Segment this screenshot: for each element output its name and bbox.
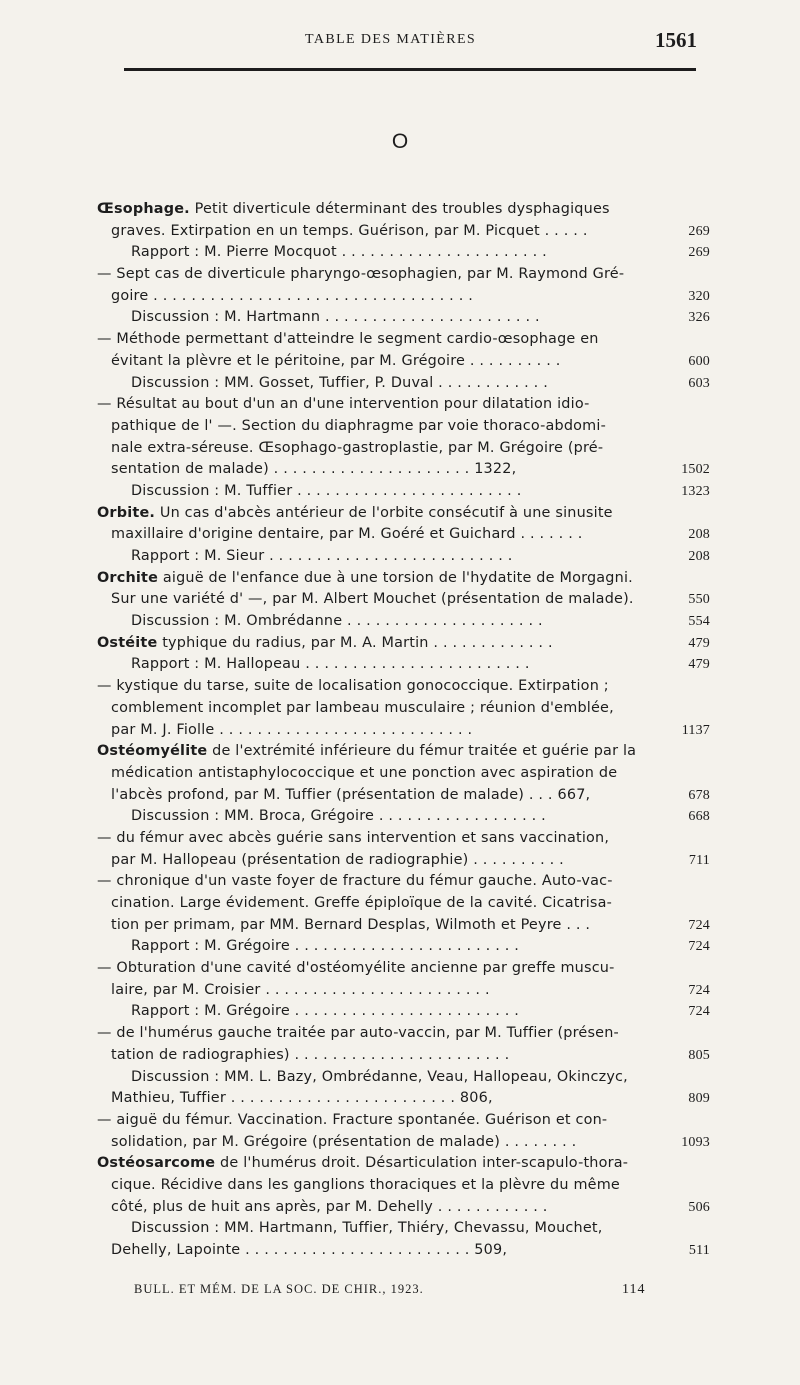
index-page-ref: 320: [688, 288, 710, 304]
index-line: [97, 720, 710, 742]
index-line-text: l'abcès profond, par M. Tuffier (présentation de malade) . . . 667,: [111, 786, 591, 803]
page-number: 1561: [655, 28, 697, 52]
index-line: [97, 524, 710, 546]
index-line: [97, 828, 710, 850]
index-line: [97, 394, 710, 416]
index-page-ref: 805: [688, 1047, 710, 1063]
index-page-ref: 600: [688, 353, 710, 369]
index-line: [97, 1088, 710, 1110]
page-footer: [134, 1282, 694, 1297]
index-line: [97, 1240, 710, 1262]
index-line-text: évitant la plèvre et le péritoine, par M. Grégoire . . . . . . . . . .: [111, 352, 561, 369]
index-line: [97, 568, 710, 590]
running-title: TABLE DES MATIÈRES: [305, 32, 477, 47]
index-line: [97, 915, 710, 937]
index-line-text: Rapport : M. Grégoire . . . . . . . . . . . . . . . . . . . . . . . .: [131, 1003, 520, 1020]
index-line: [97, 1175, 710, 1197]
index-line-text: comblement incomplet par lambeau musculaire ; réunion d'emblée,: [111, 699, 614, 716]
index-line: [97, 676, 710, 698]
index-line: [97, 1153, 710, 1175]
index-line: [97, 589, 710, 611]
index-line: [97, 264, 710, 286]
index-line-text: — Obturation d'une cavité d'ostéomyélite ancienne par greffe muscu-: [97, 960, 615, 977]
index-line: [97, 1045, 710, 1067]
sheet-signature: 114: [622, 1282, 646, 1297]
index-line-text: — Résultat au bout d'un an d'une intervention pour dilatation idio-: [97, 396, 590, 413]
index-line: [97, 307, 710, 329]
index-line: [97, 1197, 710, 1219]
page-header: [0, 28, 800, 58]
index-line-text: Ostéomyélite de l'extrémité inférieure du fémur traitée et guérie par la: [97, 743, 637, 760]
index-line: [97, 546, 710, 568]
index-page-ref: 554: [688, 614, 710, 630]
index-headword: Ostéite: [97, 634, 158, 651]
index-page-ref: 724: [688, 982, 710, 998]
index-line-text: — du fémur avec abcès guérie sans intervention et sans vaccination,: [97, 829, 610, 846]
index-page-ref: 1323: [681, 483, 710, 499]
index-line: [97, 1132, 710, 1154]
index-line-text: par M. Hallopeau (présentation de radiographie) . . . . . . . . . .: [111, 851, 564, 868]
index-page-ref: 479: [688, 657, 710, 673]
index-line-text: tion per primam, par MM. Bernard Desplas, Wilmoth et Peyre . . .: [111, 916, 591, 933]
index-page-ref: 711: [688, 852, 710, 868]
index-line-text: Rapport : M. Sieur . . . . . . . . . . . . . . . . . . . . . . . . . .: [131, 548, 513, 564]
index-line: [97, 698, 710, 720]
index-line-text: Discussion : MM. Gosset, Tuffier, P. Duval . . . . . . . . . . . .: [131, 374, 548, 391]
index-line: [97, 980, 710, 1002]
index-page-ref: 678: [688, 787, 710, 803]
index-page-ref: 269: [688, 245, 710, 261]
index-line-text: pathique de l' —. Section du diaphragme par voie thoraco-abdomi-: [111, 417, 606, 434]
index-line: [97, 741, 710, 763]
index-line-text: sentation de malade) . . . . . . . . . . . . . . . . . . . . . 1322,: [111, 461, 517, 478]
index-line-text: solidation, par M. Grégoire (présentation de malade) . . . . . . . .: [111, 1133, 577, 1150]
index-line-text: Rapport : M. Hallopeau . . . . . . . . . . . . . . . . . . . . . . . .: [131, 656, 530, 673]
index-line-text: Mathieu, Tuffier . . . . . . . . . . . . . . . . . . . . . . . . 806,: [111, 1090, 493, 1107]
index-headword: Ostéomyélite: [97, 743, 208, 760]
index-line-text: Discussion : MM. Hartmann, Tuffier, Thiéry, Chevassu, Mouchet,: [131, 1220, 603, 1237]
index-page-ref: 724: [688, 1004, 710, 1020]
index-line-text: Ostéite typhique du radius, par M. A. Martin . . . . . . . . . . . . .: [97, 634, 553, 651]
index-line-text: par M. J. Fiolle . . . . . . . . . . . . . . . . . . . . . . . . . . .: [111, 721, 473, 738]
index-page-ref: 724: [688, 917, 710, 933]
index-page-ref: 479: [688, 635, 710, 651]
index-line: [97, 503, 710, 525]
index-line: [97, 242, 710, 264]
index-line-text: côté, plus de huit ans après, par M. Dehelly . . . . . . . . . . . .: [111, 1198, 548, 1215]
index-line: [97, 329, 710, 351]
index-page-ref: 603: [688, 375, 710, 391]
index-line-text: Rapport : M. Pierre Mocquot . . . . . . . . . . . . . . . . . . . . . .: [131, 244, 547, 261]
index-line-text: Orchite aiguë de l'enfance due à une torsion de l'hydatite de Morgagni.: [97, 569, 633, 586]
index-headword: Œsophage.: [97, 201, 190, 217]
index-line-text: cique. Récidive dans les ganglions thoraciques et la plèvre du même: [111, 1176, 620, 1193]
index-line: [97, 416, 710, 438]
index-line-text: Discussion : M. Tuffier . . . . . . . . . . . . . . . . . . . . . . . .: [131, 482, 522, 499]
index-line: [97, 763, 710, 785]
index-line-text: Discussion : M. Ombrédanne . . . . . . . . . . . . . . . . . . . . .: [131, 613, 543, 630]
index-page-ref: 1502: [681, 462, 710, 478]
footer-citation: BULL. ET MÉM. DE LA SOC. DE CHIR., 1923.: [134, 1282, 424, 1296]
index-page-ref: 668: [688, 809, 710, 825]
index-line-text: nale extra-séreuse. Œsophago-gastroplastie, par M. Grégoire (pré-: [111, 439, 604, 456]
index-page-ref: 208: [688, 549, 710, 564]
index-line: [97, 351, 710, 373]
index-line-text: Rapport : M. Grégoire . . . . . . . . . . . . . . . . . . . . . . . .: [131, 938, 520, 955]
index-line-text: médication antistaphylococcique et une ponction avec aspiration de: [111, 764, 618, 781]
index-line-text: — kystique du tarse, suite de localisation gonococcique. Extirpation ;: [97, 678, 609, 695]
index-line-text: Œsophage. Petit diverticule déterminant des troubles dysphagiques: [97, 201, 610, 217]
index-page-ref: 511: [688, 1243, 710, 1258]
index-page-ref: 550: [688, 592, 710, 608]
index-headword: Orchite: [97, 569, 159, 586]
index-line: [97, 373, 710, 395]
index-line-text: — Sept cas de diverticule pharyngo-œsophagien, par M. Raymond Gré-: [97, 266, 625, 283]
index-line-text: Dehelly, Lapointe . . . . . . . . . . . . . . . . . . . . . . . . 509,: [111, 1242, 508, 1258]
index-line: [97, 785, 710, 807]
index-line: [97, 611, 710, 633]
index-line-text: maxillaire d'origine dentaire, par M. Goéré et Guichard . . . . . . .: [111, 526, 583, 543]
index-page-ref: 809: [688, 1091, 710, 1107]
index-line: [97, 936, 710, 958]
index-page-ref: 1137: [681, 722, 710, 738]
index-line: [97, 459, 710, 481]
index-line: [97, 1023, 710, 1045]
index-line-text: Orbite. Un cas d'abcès antérieur de l'orbite consécutif à une sinusite: [97, 504, 613, 521]
index-line-text: Sur une variété d' —, par M. Albert Mouchet (présentation de malade).: [111, 591, 634, 608]
index-line: [97, 850, 710, 872]
index-line-text: Discussion : M. Hartmann . . . . . . . . . . . . . . . . . . . . . . .: [131, 309, 540, 326]
index-line: [97, 1001, 710, 1023]
index-line: [97, 286, 710, 308]
index-line-text: — Méthode permettant d'atteindre le segment cardio-œsophage en: [97, 331, 599, 348]
index-line-text: cination. Large évidement. Greffe épiploïque de la cavité. Cicatrisa-: [111, 895, 613, 911]
index-line: [97, 1067, 710, 1089]
index-headword: Ostéosarcome: [97, 1155, 216, 1172]
index-line: [97, 893, 710, 915]
index-line-text: Ostéosarcome de l'humérus droit. Désarticulation inter-scapulo-thora-: [97, 1155, 629, 1172]
index-line: [97, 958, 710, 980]
index-line-text: tation de radiographies) . . . . . . . . . . . . . . . . . . . . . . .: [111, 1046, 510, 1063]
index-line: [97, 806, 710, 828]
index-page-ref: 724: [688, 939, 710, 955]
index-line: [97, 481, 710, 503]
index-page-ref: 506: [688, 1199, 710, 1215]
index-page-ref: 269: [688, 223, 710, 239]
index-headword: Orbite.: [97, 504, 156, 521]
index-line: [97, 221, 710, 243]
section-letter: O: [391, 130, 409, 153]
index-entries: [97, 199, 710, 1262]
index-line-text: — chronique d'un vaste foyer de fracture du fémur gauche. Auto-vac-: [97, 873, 613, 890]
index-line: [97, 199, 710, 221]
index-line: [97, 1110, 710, 1132]
index-line-text: graves. Extirpation en un temps. Guérison, par M. Picquet . . . . .: [111, 222, 588, 239]
index-line: [97, 654, 710, 676]
index-line: [97, 438, 710, 460]
index-line-text: — aiguë du fémur. Vaccination. Fracture spontanée. Guérison et con-: [97, 1111, 608, 1128]
index-line-text: laire, par M. Croisier . . . . . . . . . . . . . . . . . . . . . . . .: [111, 981, 490, 998]
index-page-ref: 1093: [681, 1134, 710, 1150]
index-line-text: goire . . . . . . . . . . . . . . . . . . . . . . . . . . . . . . . . . .: [111, 287, 474, 304]
index-page-ref: 208: [688, 527, 710, 543]
header-rule: [124, 68, 696, 71]
index-line: [97, 871, 710, 893]
index-line: [97, 1218, 710, 1240]
index-line-text: — de l'humérus gauche traitée par auto-vaccin, par M. Tuffier (présen-: [97, 1025, 619, 1042]
index-line: [97, 633, 710, 655]
index-page-ref: 326: [688, 310, 710, 326]
index-line-text: Discussion : MM. Broca, Grégoire . . . . . . . . . . . . . . . . . .: [131, 808, 546, 825]
index-line-text: Discussion : MM. L. Bazy, Ombrédanne, Veau, Hallopeau, Okinczyc,: [131, 1068, 628, 1085]
